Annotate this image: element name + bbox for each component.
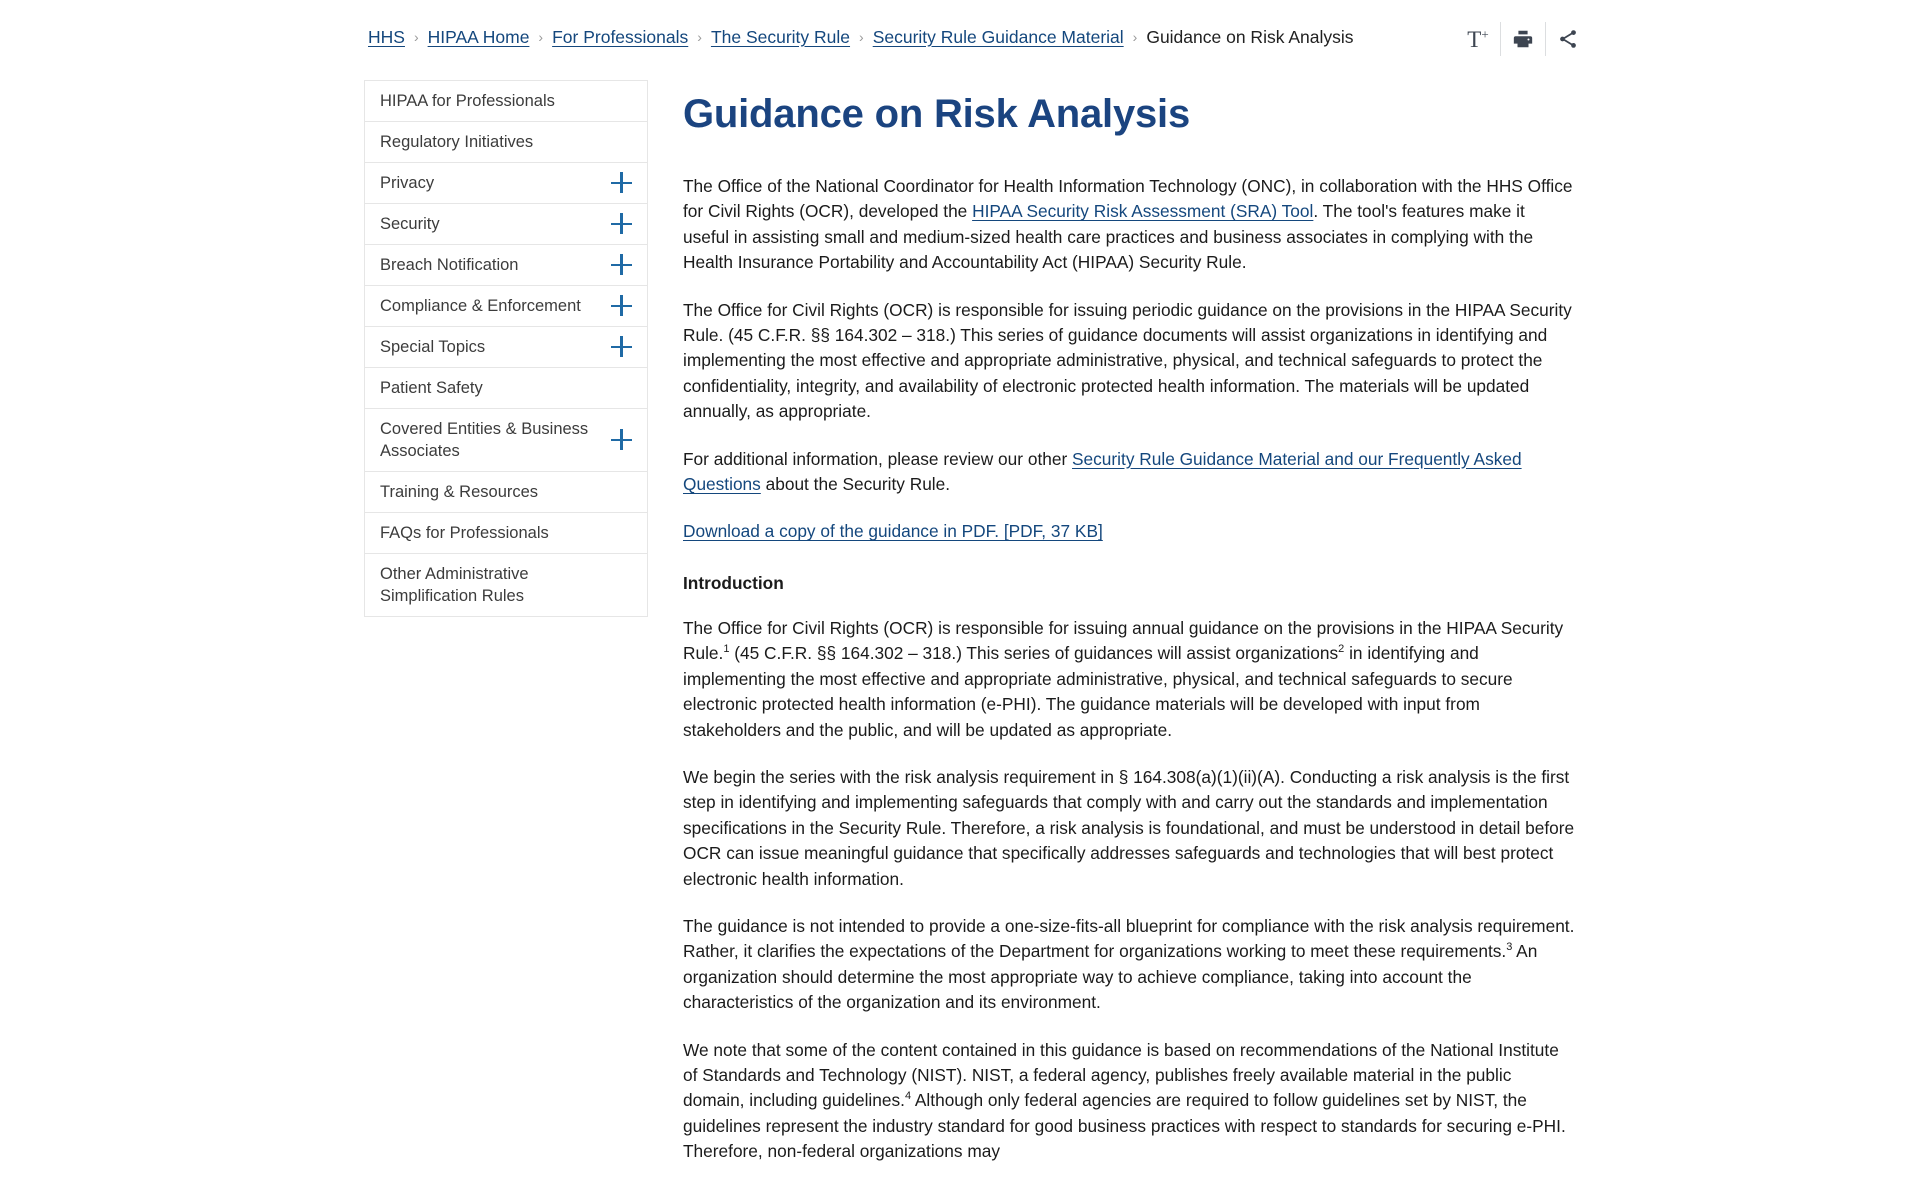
- footnote-ref-4[interactable]: 4: [904, 1090, 912, 1103]
- breadcrumb-separator: ›: [859, 29, 864, 45]
- paragraph-ocr-periodic-guidance: The Office for Civil Rights (OCR) is responsible for issuing periodic guidance on the provisions in the HIPAA Security Rule. (45 C.F.R. §§ 164.302 – 318.) This series of guidance documents will assist organizations in identifying and implementing the most effective and appropriate administrative, physical, and technical safeguards to protect the confidentiality, integrity, and availability of electronic protected health information. The materials will be updated annually, as appropriate.: [683, 299, 1572, 422]
- p1-text-before: The Office of the National Coordinator for Health Information Technology (ONC), in collaboration with the HHS Office for Civil Rights (OCR), developed the: [683, 176, 1573, 222]
- print-glyph: [1512, 28, 1534, 50]
- sidebar-item-breach-notification[interactable]: [365, 245, 647, 286]
- sidebar-item-hipaa-for-professionals[interactable]: [365, 81, 647, 122]
- sidebar-item-label: Privacy: [380, 174, 435, 192]
- sidebar-item-label: Compliance & Enforcement: [380, 297, 581, 315]
- page-title: Guidance on Risk Analysis: [683, 92, 1191, 136]
- intro-p4-part-a: We note that some of the content contained in this guidance is based on recommendations of the National Institute of Standards and Technology (NIST). NIST, a federal agency, publishes freely available material in the public domain, including guidelines.: [683, 1039, 1559, 1111]
- intro-p3-part-a: The guidance is not intended to provide a one-size-fits-all blueprint for compliance with the risk analysis requirement. Rather, it clarifies the expectations of the Department for organizations working to meet these requirements.: [683, 915, 1575, 962]
- sidebar-item-label: FAQs for Professionals: [380, 524, 549, 542]
- breadcrumb: [368, 26, 1354, 48]
- intro-p1-part-a: The Office for Civil Rights (OCR) is responsible for issuing annual guidance on the provisions in the HIPAA Security Rule.: [683, 617, 1564, 664]
- breadcrumb-item-security-rule-guidance-material[interactable]: Security Rule Guidance Material: [872, 27, 1124, 47]
- breadcrumb-item-the-security-rule[interactable]: The Security Rule: [710, 27, 851, 47]
- sidebar-item-compliance-enforcement[interactable]: [365, 286, 647, 327]
- text-resize-icon[interactable]: [1456, 22, 1500, 56]
- breadcrumb-separator: ›: [697, 29, 702, 45]
- sidebar-item-special-topics[interactable]: [365, 327, 647, 368]
- intro-p3-part-b: An organization should determine the most appropriate way to achieve compliance, taking into account the characteristics of the organization and its environment.: [683, 941, 1538, 1013]
- p3-text-before: For additional information, please review our other: [683, 448, 1073, 469]
- sidebar-item-label: Security: [380, 215, 440, 233]
- sidebar-item-faqs-for-professionals[interactable]: [365, 513, 647, 554]
- security-rule-guidance-faq-link[interactable]: Security Rule Guidance Material and our Frequently Asked Questions: [683, 448, 1522, 495]
- sidebar-item-regulatory-initiatives[interactable]: [365, 122, 647, 163]
- paragraph-pdf-download: [683, 519, 1575, 544]
- sidebar-item-label: Breach Notification: [380, 256, 519, 274]
- sra-tool-link[interactable]: HIPAA Security Risk Assessment (SRA) Tool: [972, 201, 1314, 222]
- footnote-ref-3[interactable]: 3: [1506, 941, 1513, 954]
- plus-icon[interactable]: [611, 213, 633, 235]
- share-glyph: [1557, 28, 1579, 50]
- sidebar-item-patient-safety[interactable]: [365, 368, 647, 409]
- print-icon[interactable]: [1500, 22, 1545, 56]
- breadcrumb-item-for-professionals[interactable]: For Professionals: [552, 27, 689, 47]
- intro-p1-part-c: in identifying and implementing the most effective and appropriate administrative, physical, and technical safeguards to secure electronic protected health information (e-PHI). The guidance materials will be developed with input from stakeholders and the public, and will be updated as appropriate.: [683, 643, 1513, 740]
- introduction-heading: Introduction: [683, 572, 784, 593]
- intro-p4-part-b: Although only federal agencies are required to follow guidelines set by NIST, the guidelines represent the industry standard for good business practices with respect to standards for securing e-PHI. Therefore, non-federal organizations may: [683, 1090, 1566, 1162]
- paragraph-intro-not-one-size-fits-all: [683, 914, 1575, 1016]
- sidebar-item-label: Covered Entities & Business Associates: [380, 420, 589, 460]
- sidebar-nav: [364, 80, 648, 617]
- plus-icon[interactable]: [611, 336, 633, 358]
- sidebar-item-security[interactable]: [365, 204, 647, 245]
- breadcrumb-separator: ›: [538, 29, 544, 45]
- sidebar-item-training-resources[interactable]: [365, 472, 647, 513]
- share-icon[interactable]: [1545, 22, 1590, 56]
- footnote-ref-2[interactable]: 2: [1338, 643, 1345, 656]
- page-tools: [1456, 22, 1590, 56]
- breadcrumb-item-guidance-on-risk-analysis: Guidance on Risk Analysis: [1146, 27, 1354, 47]
- sidebar-item-label: Other Administrative Simplification Rules: [380, 565, 529, 605]
- breadcrumb-item-hipaa-home[interactable]: HIPAA Home: [427, 27, 530, 47]
- sidebar-item-covered-entities-business-associates[interactable]: [365, 409, 647, 472]
- footnote-ref-1[interactable]: 1: [723, 643, 730, 656]
- intro-p1-part-b: (45 C.F.R. §§ 164.302 – 318.) This series of guidances will assist organizations: [729, 643, 1339, 664]
- p3-text-after: about the Security Rule.: [760, 474, 951, 495]
- breadcrumb-separator: ›: [413, 29, 419, 45]
- pdf-download-link[interactable]: Download a copy of the guidance in PDF. [PDF, 37 KB]: [683, 521, 1103, 542]
- paragraph-intro-risk-analysis-requirement: We begin the series with the risk analysis requirement in § 164.308(a)(1)(ii)(A). Conducting a risk analysis is the first step in identifying and implementing safeguards that comply with and carry out the standards and implementation specifications in the Security Rule. Therefore, a risk analysis is foundational, and must be understood in detail before OCR can issue meaningful guidance that specifically addresses safeguards and technologies that will best protect electronic health information.: [683, 766, 1575, 889]
- plus-icon[interactable]: [611, 254, 633, 276]
- paragraph-additional-information: [683, 447, 1575, 498]
- sidebar-item-privacy[interactable]: [365, 163, 647, 204]
- plus-icon[interactable]: [611, 429, 633, 451]
- sidebar-item-label: Special Topics: [380, 338, 486, 356]
- plus-icon[interactable]: [611, 172, 633, 194]
- sidebar-item-label: Regulatory Initiatives: [380, 133, 534, 151]
- paragraph-sra-tool: [683, 174, 1575, 276]
- sidebar-item-other-administrative-simplification-rules[interactable]: [365, 554, 647, 617]
- breadcrumb-separator: ›: [1132, 29, 1138, 45]
- sidebar-item-label: HIPAA for Professionals: [380, 92, 555, 110]
- top-bar: [0, 0, 1920, 72]
- sidebar-item-label: Patient Safety: [380, 379, 483, 397]
- plus-icon[interactable]: [611, 295, 633, 317]
- paragraph-intro-nist: [683, 1038, 1575, 1165]
- sidebar-item-label: Training & Resources: [380, 483, 539, 501]
- main-content: [683, 90, 1575, 1187]
- breadcrumb-item-hhs[interactable]: HHS: [368, 27, 405, 47]
- text-resize-glyph: T+: [1467, 25, 1489, 52]
- p1-text-after: . The tool's features make it useful in assisting small and medium-sized health care practices and business associates in complying with the Health Insurance Portability and Accountability Act (HIPAA) Security Rule.: [683, 201, 1534, 273]
- paragraph-intro-annual-guidance: [683, 616, 1575, 743]
